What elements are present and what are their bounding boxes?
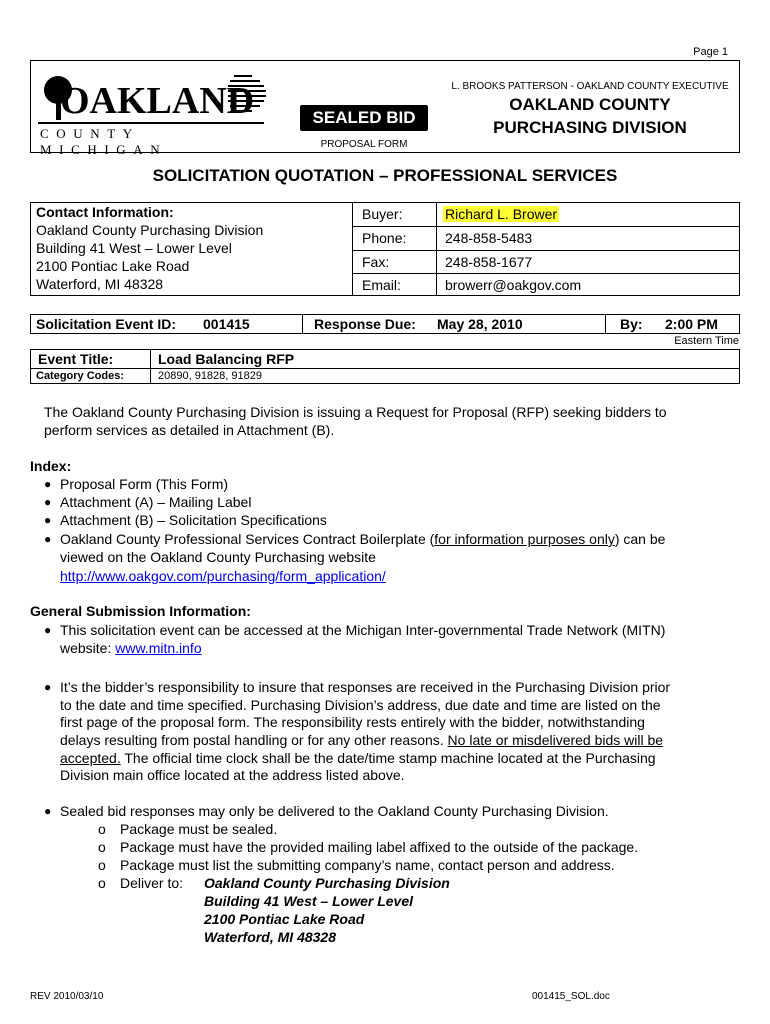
deliver-line: Waterford, MI 48328 [204,929,337,945]
text-span: The official time clock shall be the date/time stamp machine located at the Purchasing [120,750,656,766]
sub-bullet-item: Package must list the submitting company’s name, contact person and address. [120,857,615,873]
oakland-county-logo [38,70,268,157]
general-bullet-line [60,731,663,749]
contact-info [36,203,263,293]
bullet-icon: ● [44,495,52,509]
contact-line: Building 41 West – Lower Level [36,240,232,256]
by-label: By: [620,316,643,332]
contact-line: Waterford, MI 48328 [36,276,164,292]
event-title-label: Event Title: [38,351,114,367]
phone-value: 248-858-5483 [445,230,533,246]
logo-rule [38,122,264,124]
deliver-label: Deliver to: [120,875,184,891]
intro-line: The Oakland County Purchasing Division is issuing a Request for Proposal (RFP) seeking bidders to [44,404,667,420]
page-number: Page 1 [693,46,728,58]
event-id-value: 001415 [203,316,250,332]
index-item: Attachment (A) – Mailing Label [60,494,252,510]
contact-line: Oakland County Purchasing Division [36,222,264,238]
bullet-icon: ● [44,623,52,637]
website-label: website: [60,640,116,656]
bullet-icon: ● [44,513,52,527]
email-label: Email: [362,277,401,293]
index-item-underlined: for information purposes only [434,531,615,547]
deliver-line: 2100 Pontiac Lake Road [204,911,365,927]
general-bullet-line: first page of the proposal form. The responsibility rests entirely with the bidder, notwithstanding [60,714,645,730]
index-item-text: Oakland County Professional Services Contract Boilerplate ( [60,531,435,547]
underlined-text: No late or misdelivered bids will be [447,732,664,748]
response-due-date: May 28, 2010 [437,316,523,332]
revision-footer: REV 2010/03/10 [30,991,104,1002]
by-time: 2:00 PM [665,316,718,332]
divider [302,314,303,334]
general-bullet-line: to the date and time specified. Purchasing Division’s address, due date and time are listed on the [60,697,661,713]
divider [352,226,740,227]
intro-line: perform services as detailed in Attachment (B). [44,422,335,438]
sub-bullet-icon: o [98,875,106,891]
sub-bullet-item: Package must have the provided mailing label affixed to the outside of the package. [120,839,639,855]
deliver-line: Oakland County Purchasing Division [204,875,450,891]
proposal-form-label: PROPOSAL FORM [320,139,408,150]
general-bullet-line: Sealed bid responses may only be delivered to the Oakland County Purchasing Division. [60,803,609,819]
general-bullet-line [60,639,202,657]
divider [605,314,606,334]
buyer-value [443,206,559,222]
general-bullet-line: Division main office located at the address listed above. [60,767,405,783]
divider [150,349,151,384]
sub-bullet-icon: o [98,821,106,837]
logo-subtitle: COUNTY MICHIGAN [40,126,168,157]
fax-label: Fax: [362,254,390,270]
filename-footer: 001415_SOL.doc [532,991,610,1002]
buyer-label: Buyer: [362,206,403,222]
county-heading: OAKLAND COUNTY [509,95,671,114]
index-heading: Index: [30,458,72,474]
index-item-text: ) can be [614,531,666,547]
general-bullet-line: It’s the bidder’s responsibility to insure that responses are received in the Purchasing Division prior [60,679,671,695]
index-item: Attachment (B) – Solicitation Specifications [60,512,327,528]
category-codes-label: Category Codes: [36,370,125,382]
index-item-line: viewed on the Oakland County Purchasing website [60,549,376,565]
contact-line: 2100 Pontiac Lake Road [36,258,190,274]
bullet-icon: ● [44,680,52,694]
category-codes-value: 20890, 91828, 91829 [158,370,262,382]
divider [30,368,740,369]
email-value: browerr@oakgov.com [445,277,582,293]
text-span: delays resulting from postal handling or for any other reasons. [60,732,448,748]
sealed-bid-badge: SEALED BID [300,105,428,131]
index-item: Proposal Form (This Form) [60,476,229,492]
bullet-icon: ● [44,532,52,546]
underlined-text: accepted. [60,750,121,766]
fax-value: 248-858-1677 [445,254,533,270]
executive-line: L. BROOKS PATTERSON - OAKLAND COUNTY EXECUTIVE [451,81,729,92]
general-bullet-line [60,749,656,767]
general-heading: General Submission Information: [30,603,251,619]
event-box [30,349,740,384]
mitn-link[interactable]: www.mitn.info [115,640,202,656]
response-due-label: Response Due: [314,316,416,332]
event-id-label: Solicitation Event ID: [36,316,177,332]
divider [352,202,353,296]
bullet-icon: ● [44,477,52,491]
general-bullet-line: This solicitation event can be accessed at the Michigan Inter-governmental Trade Network (MITN) [60,622,666,638]
intro-paragraph [44,403,667,439]
divider [352,250,740,251]
divider [352,273,740,274]
logo-wordmark: OAKLAND [60,80,255,122]
page-title: SOLICITATION QUOTATION – PROFESSIONAL SERVICES [152,166,618,185]
sub-bullet-item: Package must be sealed. [120,821,278,837]
contact-heading: Contact Information: [36,204,174,220]
sub-bullet-icon: o [98,839,106,855]
timezone-note: Eastern Time [674,335,739,347]
buyer-name: Richard L. Brower [445,206,558,222]
boilerplate-link[interactable]: http://www.oakgov.com/purchasing/form_application/ [60,568,386,584]
division-heading: PURCHASING DIVISION [493,118,687,137]
deliver-line: Building 41 West – Lower Level [204,893,414,909]
bullet-icon: ● [44,804,52,818]
sub-bullet-icon: o [98,857,106,873]
divider [436,202,437,296]
index-item [60,530,665,548]
phone-label: Phone: [362,230,407,246]
event-title-value: Load Balancing RFP [158,351,295,367]
